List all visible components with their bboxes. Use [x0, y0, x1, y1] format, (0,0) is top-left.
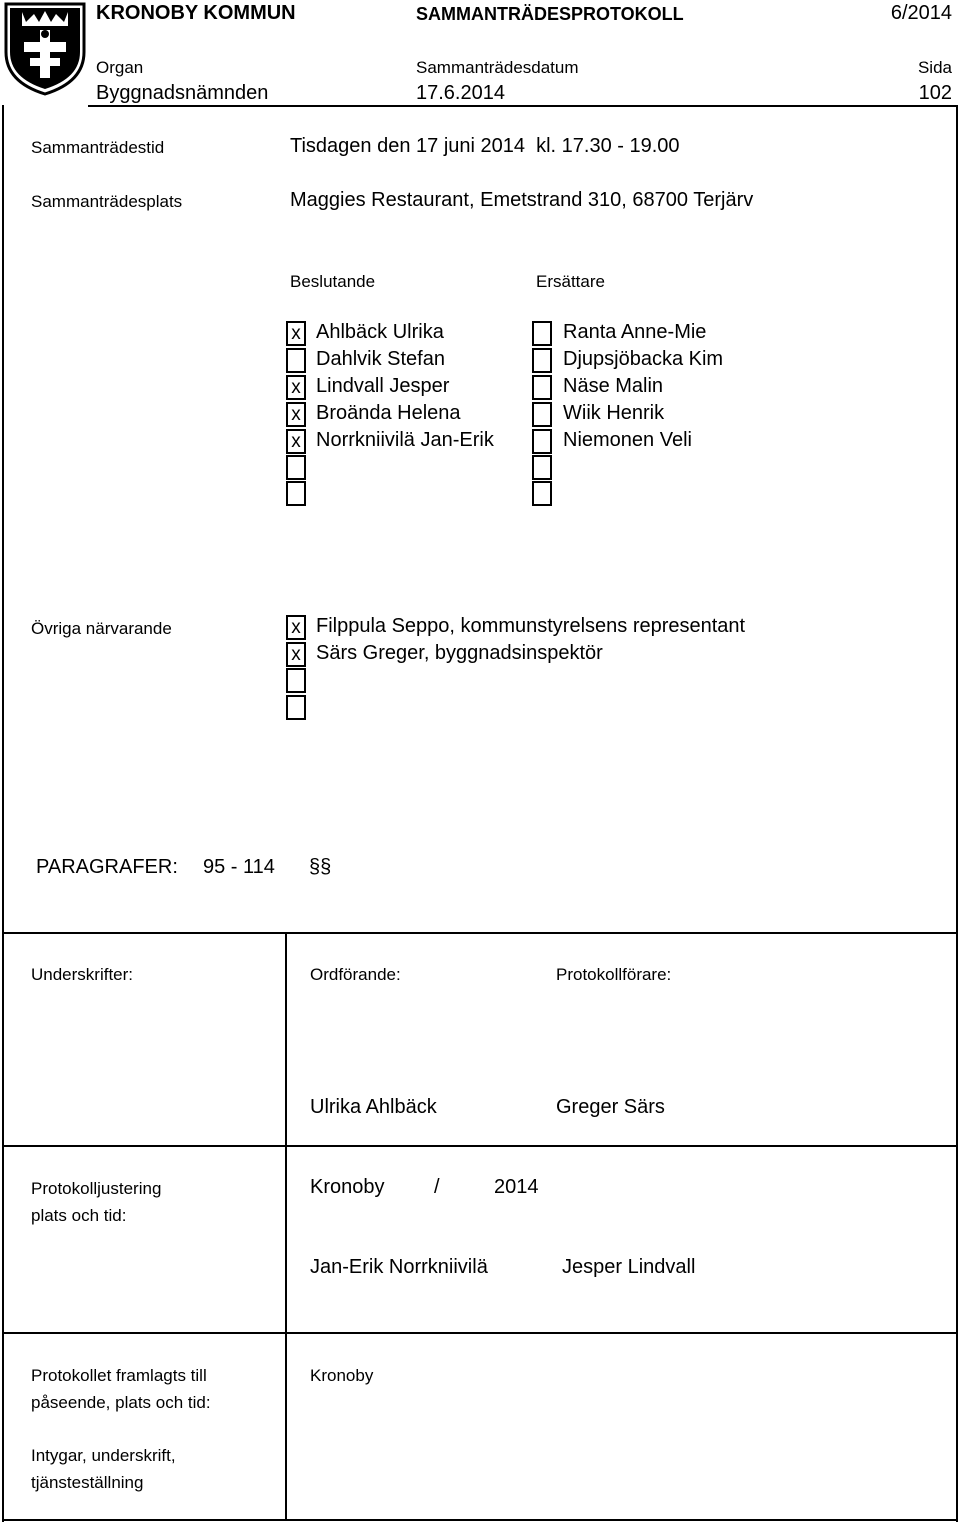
- column-divider: [285, 932, 287, 1521]
- attendance-checkbox: x: [286, 642, 306, 667]
- member-name: Norrkniivilä Jan-Erik: [316, 429, 494, 451]
- attendance-checkbox: [286, 668, 306, 693]
- organ-name: Byggnadsnämnden: [96, 82, 269, 104]
- member-name: Ranta Anne-Mie: [563, 321, 707, 343]
- signatures-label: Underskrifter:: [31, 965, 134, 984]
- adjustment-date-separator: /: [434, 1176, 440, 1198]
- certificate-label-line2: tjänsteställning: [31, 1473, 144, 1492]
- attendance-checkbox: [532, 455, 552, 480]
- chair-name: Ulrika Ahlbäck: [310, 1096, 437, 1118]
- meeting-date: 17.6.2014: [416, 82, 505, 104]
- page-number: 102: [918, 82, 952, 104]
- attendance-checkbox: x: [286, 429, 306, 454]
- frame-right: [956, 105, 958, 1522]
- member-name: Ahlbäck Ulrika: [316, 321, 444, 343]
- secretary-label: Protokollförare:: [556, 965, 672, 984]
- adjuster-name: Jan-Erik Norrkniivilä: [310, 1256, 488, 1278]
- member-name: Wiik Henrik: [563, 402, 665, 424]
- adjustment-place: Kronoby: [310, 1176, 385, 1198]
- date-label: Sammanträdesdatum: [416, 58, 579, 77]
- substitutes-heading: Ersättare: [536, 272, 605, 291]
- meeting-time: Tisdagen den 17 juni 2014 kl. 17.30 - 19.00: [290, 135, 680, 157]
- chair-label: Ordförande:: [310, 965, 401, 984]
- meeting-place: Maggies Restaurant, Emetstrand 310, 68700 Terjärv: [290, 189, 754, 211]
- section-divider: [2, 932, 958, 934]
- attendance-checkbox: [532, 481, 552, 506]
- attendance-checkbox: x: [286, 375, 306, 400]
- section-divider: [2, 1332, 958, 1334]
- organ-label: Organ: [96, 58, 144, 77]
- certificate-label-line1: Intygar, underskrift,: [31, 1446, 176, 1465]
- attendance-checkbox: [532, 375, 552, 400]
- paragraphs-range: 95 - 114: [203, 856, 275, 878]
- frame-left: [2, 105, 4, 1522]
- meeting-time-label: Sammanträdestid: [31, 138, 165, 157]
- municipality-crest-logo: [4, 2, 86, 96]
- member-name: Dahlvik Stefan: [316, 348, 445, 370]
- attendance-checkbox: x: [286, 615, 306, 640]
- attendance-checkbox: [286, 481, 306, 506]
- paragraph-symbol: §§: [309, 856, 332, 878]
- deciding-heading: Beslutande: [290, 272, 376, 291]
- adjustment-label-line2: plats och tid:: [31, 1206, 127, 1225]
- display-label-line1: Protokollet framlagts till: [31, 1366, 207, 1385]
- member-name: Lindvall Jesper: [316, 375, 450, 397]
- section-divider: [2, 1145, 958, 1147]
- attendance-checkbox: x: [286, 321, 306, 346]
- attendee-name: Filppula Seppo, kommunstyrelsens representant: [316, 615, 746, 637]
- display-place: Kronoby: [310, 1366, 374, 1385]
- paragraphs-label: PARAGRAFER:: [36, 856, 178, 878]
- member-name: Djupsjöbacka Kim: [563, 348, 724, 370]
- attendance-checkbox: [532, 402, 552, 427]
- attendance-checkbox: [286, 348, 306, 373]
- attendance-checkbox: [532, 429, 552, 454]
- attendance-checkbox: [286, 695, 306, 720]
- document-type: SAMMANTRÄDESPROTOKOLL: [416, 4, 684, 24]
- frame-bottom: [2, 1519, 958, 1521]
- member-name: Näse Malin: [563, 375, 664, 397]
- attendance-checkbox: [532, 348, 552, 373]
- display-label-line2: påseende, plats och tid:: [31, 1393, 211, 1412]
- adjustment-label-line1: Protokolljustering: [31, 1179, 162, 1198]
- meeting-place-label: Sammanträdesplats: [31, 192, 183, 211]
- header-rule: [88, 105, 958, 107]
- municipality-name: KRONOBY KOMMUN: [96, 2, 296, 24]
- adjuster-name: Jesper Lindvall: [562, 1256, 696, 1278]
- attendee-name: Särs Greger, byggnadsinspektör: [316, 642, 603, 664]
- document-number: 6/2014: [890, 2, 952, 24]
- attendance-checkbox: [286, 455, 306, 480]
- member-name: Niemonen Veli: [563, 429, 692, 451]
- attendance-checkbox: x: [286, 402, 306, 427]
- member-name: Broända Helena: [316, 402, 461, 424]
- page-label: Sida: [917, 58, 952, 77]
- secretary-name: Greger Särs: [556, 1096, 665, 1118]
- attendance-checkbox: [532, 321, 552, 346]
- adjustment-year: 2014: [494, 1176, 539, 1198]
- others-present-label: Övriga närvarande: [31, 619, 172, 638]
